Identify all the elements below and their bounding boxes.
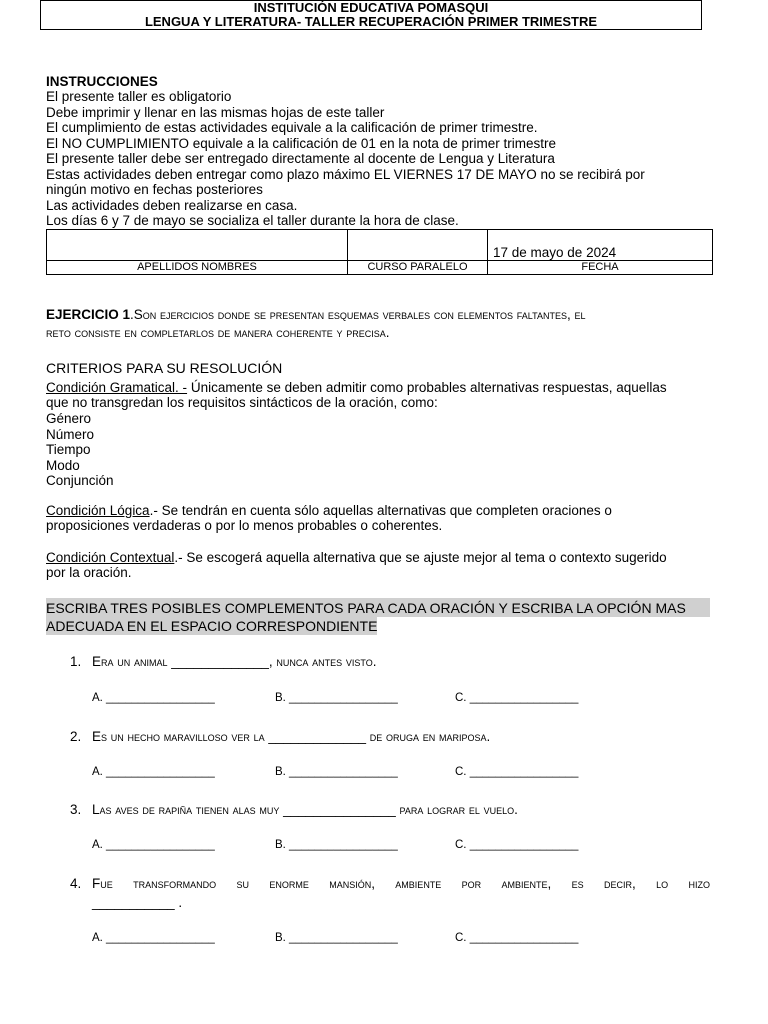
- instruction-line: Estas actividades deben entregar como plazo máximo EL VIERNES 17 DE MAYO no se recibirá por: [46, 166, 645, 182]
- name-label: APELLIDOS NOMBRES: [47, 261, 348, 275]
- option-b[interactable]: B. _________________: [275, 692, 398, 704]
- question-number: 4.: [70, 876, 82, 891]
- exercise-desc: .Son ejercicios donde se presentan esquemas verbales con elementos faltantes, el: [130, 307, 586, 322]
- course-field[interactable]: [348, 230, 488, 261]
- logic-label: Condición Lógica: [46, 503, 150, 518]
- exercise-heading: [46, 306, 585, 324]
- option-a[interactable]: A. _________________: [92, 692, 215, 704]
- question-text: Era un animal _____________, nunca antes visto.: [92, 654, 377, 669]
- instructions-title: INSTRUCCIONES: [46, 74, 158, 89]
- date-field[interactable]: 17 de mayo de 2024: [488, 230, 713, 261]
- question-number: 1.: [70, 654, 82, 669]
- grammar-item: Número: [46, 426, 95, 442]
- instruction-line: Las actividades deben realizarse en casa.: [46, 197, 298, 213]
- option-a[interactable]: A. _________________: [92, 766, 215, 778]
- course-label: CURSO PARALELO: [348, 261, 488, 275]
- task-line-1: ESCRIBA TRES POSIBLES COMPLEMENTOS PARA CADA ORACIÓN Y ESCRIBA LA OPCIÓN MAS: [46, 598, 710, 617]
- question-text-cont: ___________ .: [92, 895, 183, 910]
- option-b[interactable]: B. _________________: [275, 839, 398, 851]
- grammar-items: [46, 411, 114, 489]
- context-text-2: por la oración.: [46, 565, 132, 580]
- task-line-2: ADECUADA EN EL ESPACIO CORRESPONDIENTE: [46, 618, 378, 634]
- instruction-line: El presente taller debe ser entregado directamente al docente de Lengua y Literatura: [46, 151, 555, 166]
- instruction-line: Debe imprimir y llenar en las mismas hojas de este taller: [46, 104, 385, 120]
- grammar-item: Tiempo: [46, 442, 91, 457]
- grammar-item: Conjunción: [46, 473, 114, 488]
- context-text: .- Se escogerá aquella alternativa que se ajuste mejor al tema o contexto sugerido: [174, 550, 667, 565]
- context-label: Condición Contextual: [46, 550, 175, 565]
- option-c[interactable]: C. _________________: [455, 839, 579, 851]
- instruction-line: El NO CUMPLIMIENTO equivale a la calificación de 01 en la nota de primer trimestre: [46, 135, 556, 151]
- context-condition: [46, 550, 667, 566]
- question-text: Es un hecho maravilloso ver la _____________ de oruga en mariposa.: [92, 729, 491, 744]
- grammar-item: Género: [46, 411, 92, 426]
- question-text: Fue transformando su enorme mansión, ambiente por ambiente, es decir, lo hizo: [92, 876, 710, 891]
- logic-condition: [46, 503, 612, 519]
- option-a[interactable]: A. _________________: [92, 932, 215, 944]
- grammar-condition: [46, 380, 667, 396]
- school-name: INSTITUCIÓN EDUCATIVA POMASQUI: [253, 0, 489, 15]
- exercise-label: EJERCICIO 1: [46, 307, 131, 322]
- grammar-label: Condición Gramatical. -: [46, 380, 188, 395]
- instructions-list: [46, 89, 645, 229]
- question-number: 3.: [70, 802, 82, 817]
- option-c[interactable]: C. _________________: [455, 932, 579, 944]
- exercise-desc-2: reto consiste en completarlos de manera coherente y precisa.: [46, 325, 390, 340]
- question-number: 2.: [70, 729, 82, 744]
- option-c[interactable]: C. _________________: [455, 692, 579, 704]
- header-box: [40, 0, 702, 30]
- question-text: Las aves de rapiña tienen alas muy _______________ para lograr el vuelo.: [92, 802, 518, 817]
- date-label: FECHA: [488, 261, 713, 275]
- instruction-line: El presente taller es obligatorio: [46, 89, 232, 104]
- option-b[interactable]: B. _________________: [275, 766, 398, 778]
- subject-title: LENGUA Y LITERATURA- TALLER RECUPERACIÓN PRIMER TRIMESTRE: [144, 14, 598, 29]
- logic-text-2: proposiciones verdaderas o por lo menos probables o coherentes.: [46, 518, 443, 533]
- student-info-table: [46, 229, 713, 275]
- instruction-line: Los días 6 y 7 de mayo se socializa el taller durante la hora de clase.: [46, 213, 459, 228]
- criteria-title: CRITERIOS PARA SU RESOLUCIÓN: [46, 360, 283, 376]
- name-field[interactable]: [47, 230, 348, 261]
- logic-text: .- Se tendrán en cuenta sólo aquellas alternativas que completen oraciones o: [149, 503, 612, 518]
- grammar-item: Modo: [46, 457, 80, 473]
- option-c[interactable]: C. _________________: [455, 766, 579, 778]
- grammar-text-2: que no transgredan los requisitos sintácticos de la oración, como:: [46, 395, 438, 410]
- instruction-line: ningún motivo en fechas posteriores: [46, 182, 263, 197]
- grammar-text: Únicamente se deben admitir como probables alternativas respuestas, aquellas: [187, 380, 667, 395]
- option-b[interactable]: B. _________________: [275, 932, 398, 944]
- instruction-line: El cumplimiento de estas actividades equivale a la calificación de primer trimestre.: [46, 120, 538, 135]
- option-a[interactable]: A. _________________: [92, 839, 215, 851]
